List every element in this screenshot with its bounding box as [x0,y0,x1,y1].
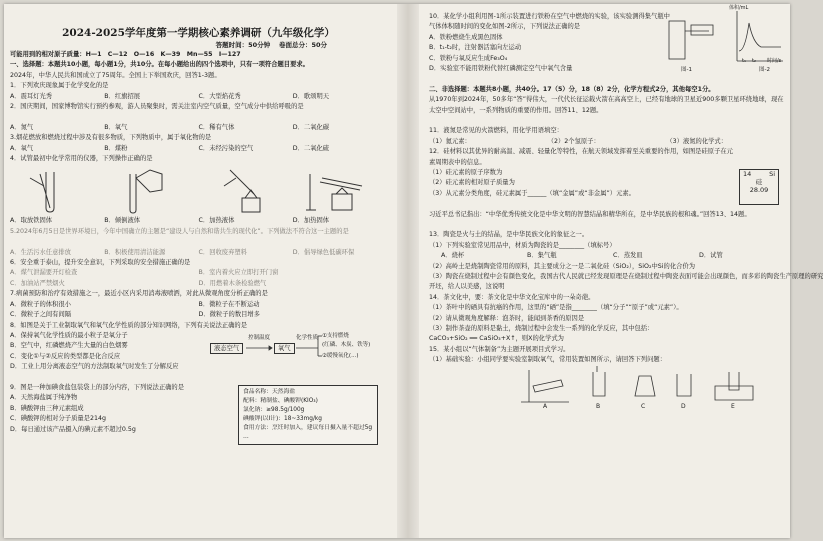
q6-option-b: B．室内着火应立即打开门窗 [198,269,279,277]
test-tube-b-icon [130,174,136,213]
q9-item-c: C．碘酸钾的相对分子质量是214g [10,415,106,423]
q13-option-b: B．集气瓶 [527,252,557,260]
q5-option-c: C．回收废弃塑料 [198,248,247,256]
q7-option-b: B．微粒子在不断运动 [198,300,260,308]
q15-apparatus [429,366,785,410]
salt-label-line: 食品名称：天然海盐 [243,389,296,396]
q12-stem: 12．硅材料以其优异的耐高温、减震、轻量化等特性，在航天领域发挥着至关重要的作用，如图是硅原子在元素周期表中的信息。 [429,148,733,166]
q9-item-d: D．每日通过该产品摄入的碘元素不超过0.5g [10,425,136,433]
q11-blanks [429,137,785,147]
q6-option-a: A．煤气泄漏要开灯检查 [10,269,78,277]
q13-pick-hint: （填标号） [584,241,616,249]
q12-item-1: （1）硅元素的原子序数为 [429,169,503,176]
fig2-label: 图-2 [759,66,770,73]
section1-intro: 一、选择题：本题共10小题，每小题1分，共10分。在每小题给出的四个选项中，只有一项符合题目要求。 [10,61,309,69]
q14-item-1: （1）茶叶中的硒具有抗癌的作用，这里的“硒”是指________（填“分子”“原子”或“元素”）。 [429,304,683,312]
q4-option-c: C．加热液体 [198,217,235,225]
q4-option-b: B．倾倒液体 [104,217,141,225]
apparatus-d-label: D [681,402,686,410]
q11-blank-3: （3）液氮的化学式： [666,137,728,145]
section2-passage2: 习近平总书记指出：“中华优秀传统文化是中华文明的智慧结晶和精华所在，是中华民族的根和魂。”回答13、14题。 [429,210,751,218]
q13-item-3: （3）陶瓷在烧制过程中会有颜色变化，我国古代人民就已经发现原理是在烧制过程中陶瓷表面可能会出现颜色，而多彩的陶瓷生产原理的研究 [429,273,823,281]
q12-item-2: （2）硅元素的相对原子质量为 [429,179,515,187]
q4-option-d: D．加热固体 [292,217,330,225]
q2-option-d: D．二氧化碳 [292,123,330,131]
right-column [429,4,823,534]
q7-option-c: C．微粒子之间有间隔 [10,311,72,319]
q5-option-b: B．积极使用清洁能源 [104,248,166,256]
exam-time: 答题时间：50分钟 [215,41,271,49]
q2-stem: 2．国庆期间，国家博物馆实行预约参观，游人员聚集时，需关注室内空气质量，空气成分中供给呼吸的是 [10,103,304,111]
q4-figure [10,164,387,216]
q3-option-a: A．氧气 [10,144,34,152]
q12-item-3: （3）从元素分类角度，硅元素属于______（填“金属”或“非金属”）元素。 [429,189,635,197]
flow-out2: (红磷、木炭、铁等) [322,341,371,348]
q14-item-2: （2）请从微观角度解释：泡茶时，能闻到茶香的原因是 [429,314,585,322]
flow-out3: ②缓慢氧化(...) [322,352,359,359]
q4-stem: 4．试管最初中化学常用的仪器，下列操作正确的是 [10,155,153,163]
q6-option-d: D．用燃着木条检验燃气 [198,279,267,287]
q2-option-c: C．稀有气体 [198,123,235,131]
q10-item-b: B．t₁-t₂时，注射器活塞向左运动 [429,44,522,52]
q15-sub: （1）基础实验：小组同学要实验室制取氧气，常用装置如图所示，请回答下列问题： [429,356,666,364]
syringe-icon [691,25,713,35]
flow-out1: ①支持燃烧 [322,332,349,339]
trough-e-icon [715,386,753,400]
q6-options-row1 [10,268,387,278]
apparatus-c-label: C [641,402,646,410]
q10-item-c: C．铁粉与氧反应生成Fe₃O₄ [429,54,508,62]
q1-stem: 1．下列欢庆现象属于化学变化的是 [10,82,109,90]
q11-blank-1: （1）氦元素： [429,137,471,145]
q4-options [10,216,387,226]
q8-flow-diagram [210,331,380,371]
q14-item-1-tail: （填“分子”“原子”或“元素”）。 [596,304,683,312]
q4-lab-drawings [10,164,387,216]
q13-item-1: （1）下列实验室常见用品中，材质为陶瓷的是________（填标号） [429,241,616,249]
q6-options-row2 [10,279,387,289]
q12-item-3-text: （3）从元素分类角度，硅元素属于 [429,189,528,197]
q7-options-row1 [10,300,387,310]
flask-b-icon [593,372,605,396]
q6-stem: 6．安全重于泰山，提升安全意识，下列采取的安全措施正确的是 [10,259,191,267]
q3-option-b: B．煤粉 [104,144,128,152]
flow-arrows [210,331,380,371]
q15-stem: 15．某小组以“气体制备”为主题开展项目式学习。 [429,345,570,353]
q6-option-c: C．加油站严禁烟火 [10,279,65,287]
periodic-number: 14 [743,170,752,179]
apparatus-e-label: E [731,402,735,410]
test-tube-a-icon [40,174,50,208]
periodic-symbol: Si [769,170,775,179]
test-tube-d-icon [320,182,360,190]
q13-item-2: （2）高岭土是烧制陶瓷常用的原料，其主要成分之一是二氧化硅（SiO₂），SiO₂中Si的化合价为 [429,262,696,270]
q9-item-b: B．碘酸钾由三种元素组成 [10,404,84,412]
fig2-yaxis-label: 体积/mL [729,4,749,11]
salt-label-line: 碘酸钾(以I计)：18~33mg/kg [243,416,322,423]
salt-label-line: … [243,434,249,441]
exam-score: 卷面总分：50分 [278,41,327,49]
q4-option-a: A．取放铁固体 [10,217,53,225]
q8-item-a: A．保持氧气化学性质的最小粒子是氧分子 [10,331,128,339]
flow-step2: 化学性质 [296,334,319,341]
periodic-cell [739,169,779,205]
q2-option-a: A．氮气 [10,123,34,131]
q5-options [10,248,387,258]
q11-blank-2: （2）2个氢原子： [547,137,600,145]
apparatus-a-label: A [543,402,548,410]
q11-stem: 11．液氮是常见的火箭燃料，用化学用语填空： [429,127,563,135]
salt-label-line: 食用方法：烹饪时加入，建议每日摄入量不超过5g [243,425,373,432]
bottle-d-icon [677,374,691,396]
q12-item-3-tail: （填“金属”或“非金属”）元素。 [546,189,635,197]
q14-item-1-text: （1）茶叶中的硒具有抗癌的作用，这里的“硒”是指 [429,304,572,312]
salt-label-box [238,385,378,445]
q3-stem: 3.烟花燃放和燃烧过程中涉及有很多物质，下列物质中，属于氧化物的是 [10,134,212,142]
periodic-cell-top [740,170,778,178]
q13-item-3-cont: 开坯，给人以美感，这说明 [429,283,505,291]
tube-a-icon [533,380,563,392]
q13-option-a: A．烧杯 [441,252,465,260]
collecting-bottle-icon [669,21,685,59]
q5-stem: 5.2024年6月5日是世界环境日，今年中国确立的主题是“建设人与自然和谐共生的现代化”。下列做法不符合这一主题的是 [10,227,349,235]
q8-block [10,331,387,383]
salt-label-line: 氯化钠：≥98.5g/100g [243,407,305,414]
q10-item-a: A．铁粉燃烧生成黑色固体 [429,33,503,41]
q3-option-c: C．未经污染的空气 [198,144,254,152]
q13-stem: 13．陶瓷是火与土的结晶，是中华民族文化的象征之一。 [429,231,589,239]
flow-source: 液态空气 [210,343,243,354]
section2-passage: 从1970年到2024年，50多年“答”得伟大，一代代长征运载火箭在高高空上，已经有地球的卫星近900多颗卫星环绕地球，现在太空中空间站中，一系列物质的重要的作用。回答11、12题。 [429,96,784,114]
fig2-t1: t₁ [742,57,746,64]
bottle-c-icon [635,376,655,396]
q1-options [10,92,387,102]
volume-curve [739,23,781,51]
q14-item-3: （3）制作茶壶的原料是黏土，烧制过程中会发生一系列的化学反应，其中包括： [429,325,654,333]
q10-item-d: D．实验室不能用铁粉代替红磷测定空气中氧气含量 [429,65,573,73]
page-title: 2024-2025学年度第一学期核心素养调研（九年级化学） [62,27,335,39]
q2-option-b: B．氧气 [104,123,128,131]
q9-stem: 9．图是一种加碘食盐包装袋上的部分内容，下列说法正确的是 [10,383,185,391]
q9-item-a: A．天然海盐属于纯净物 [10,394,78,402]
salt-label-line: 配料：精制盐、碘酸钾(KIO₃) [243,398,318,405]
fig2-t2: t₂ [752,57,756,64]
section1-context: 2024年，中华人民共和国成立了75周年。全国上下举国欢庆，回答1-3题。 [10,71,221,79]
apparatus-b-label: B [596,402,601,410]
q12-block [429,147,785,209]
q14-stem: 14．茶文化中，要：茶文化是中华文化宝库中的一朵奇葩。 [429,293,595,301]
periodic-mass: 28.09 [749,186,769,195]
flow-step1: 控制温度 [248,334,271,341]
q13-options [429,251,785,261]
q7-option-a: A．微粒子的体积很小 [10,300,71,308]
q13-option-c: C．蒸发皿 [613,252,643,260]
q8-stem: 8．如图是关于工业制取氧气和氧气化学性质的部分知识网络，下列有关说法正确的是 [10,321,247,329]
q9-block [10,389,387,445]
left-column [10,12,387,534]
flow-oxygen: 氧气 [274,343,295,354]
q2-options [10,123,387,133]
q7-options-row2 [10,310,387,320]
fig2-xaxis-label: 时间/s [767,57,782,64]
fig1-label: 图-1 [681,66,692,73]
q13-option-d: D．试管 [699,252,723,260]
q3-options [10,144,387,154]
page-fold [397,4,419,538]
q14-equation: CaCO₃+SiO₂ ══ CaSiO₃+X↑，则X的化学式为 [429,335,564,343]
section2-intro: 二、非选择题：本题共8小题，共40分。17（5）分，18（8）2分，化学方程式2分，其他每空1分。 [429,85,715,93]
q3-option-d: D．二氧化硫 [292,144,330,152]
periodic-name: 硅 [755,178,763,187]
q13-item-1-text: （1）下列实验室常见用品中，材质为陶瓷的是 [429,241,559,249]
q1-option-c: C．大型焰花秀 [198,92,241,100]
q8-item-b: B．空气中，红磷燃烧产生大量的白色烟雾 [10,342,128,350]
q1-option-a: A．震耳灯光秀 [10,92,53,100]
q8-item-c: C．变化①与②反应的类型都是化合反应 [10,352,121,360]
q10-stem: 10．某化学小组利用图-1所示装置进行铁粉在空气中燃烧的实验，该实验测得集气瓶中气体体积随时间的变化如图-2所示，下列说法正确的是 [429,13,670,31]
exam-paper [4,4,823,538]
exam-meta [10,40,387,50]
q5-option-a: A．生活污水任意排放 [10,248,71,256]
q1-option-d: D．歌颂明天 [292,92,330,100]
q7-stem: 7.病菌预防和治疗有效措施之一，最近小区内采用消毒液喷洒，对此从微观角度分析正确的是 [10,290,268,298]
atomic-masses: 可能用到的相对原子质量：H—1 C—12 O—16 K—39 Mn—55 I—127 [10,51,241,58]
q1-option-b: B．红旗招展 [104,92,141,100]
q8-item-d: D．工业上用分离液态空气的方法制取氧气时发生了分解反应 [10,363,179,371]
q7-option-d: D．微粒子的数目增多 [198,311,261,319]
q5-option-d: D．倡导绿色低碳环保 [292,248,355,256]
